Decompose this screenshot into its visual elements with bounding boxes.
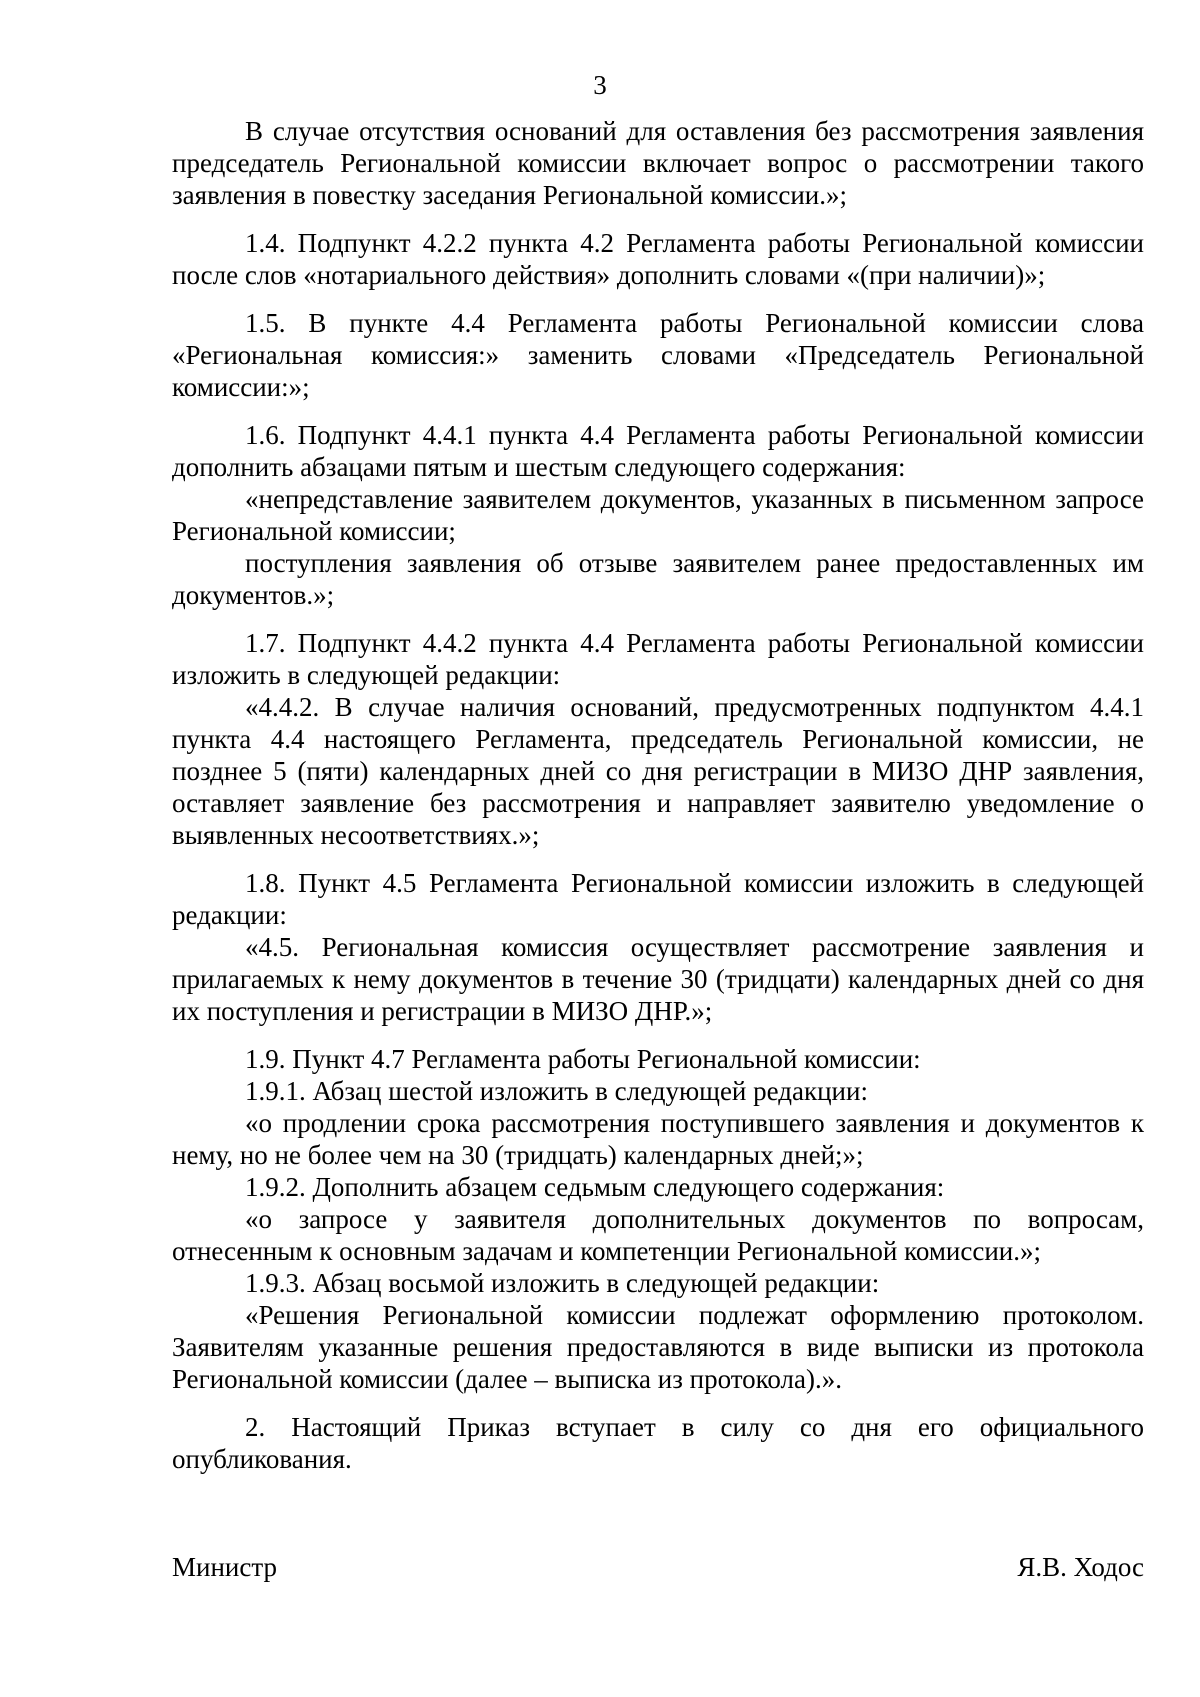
paragraph-intro: В случае отсутствия оснований для оставления без рассмотрения заявления председатель Региональной комиссии включает вопрос о рассмотрении такого заявления в повестку заседания Региональной комиссии.»; [172, 116, 1144, 210]
paragraph-1-9: 1.9. Пункт 4.7 Регламента работы Региональной комиссии: [245, 1044, 921, 1074]
paragraph-1-4: 1.4. Подпункт 4.2.2 пункта 4.2 Регламента работы Региональной комиссии после слов «нотариального действия» дополнить словами «(при наличии)»; [172, 228, 1144, 290]
paragraph-1-9-2: 1.9.2. Дополнить абзацем седьмым следующего содержания: [245, 1172, 945, 1202]
page-number: 3 [593, 70, 607, 100]
signatory-role: Министр [172, 1552, 277, 1582]
signatory-name: Я.В. Ходос [1017, 1552, 1144, 1582]
paragraph-1-6-quote-b: поступления заявления об отзыве заявителем ранее предоставленных им документов.»; [172, 548, 1144, 610]
paragraph-1-9-1-quote: «о продлении срока рассмотрения поступившего заявления и документов к нему, но не более чем на 30 (тридцать) календарных дней;»; [172, 1108, 1144, 1170]
paragraph-1-6: 1.6. Подпункт 4.4.1 пункта 4.4 Регламента работы Региональной комиссии дополнить абзацами пятым и шестым следующего содержания: [172, 420, 1144, 482]
paragraph-1-9-3-quote: «Решения Региональной комиссии подлежат оформлению протоколом. Заявителям указанные решения предоставляются в виде выписки из протокола Региональной комиссии (далее – выписка из протокола).». [172, 1300, 1144, 1394]
paragraph-1-6-quote-a: «непредставление заявителем документов, указанных в письменном запросе Региональной комиссии; [172, 484, 1144, 546]
paragraph-1-8: 1.8. Пункт 4.5 Регламента Региональной комиссии изложить в следующей редакции: [172, 868, 1144, 930]
paragraph-2: 2. Настоящий Приказ вступает в силу со дня его официального опубликования. [172, 1412, 1144, 1474]
signature-block [172, 1551, 1144, 1587]
paragraph-1-9-2-quote: «о запросе у заявителя дополнительных документов по вопросам, отнесенным к основным задачам и компетенции Региональной комиссии.»; [172, 1204, 1144, 1266]
document-body [172, 115, 1144, 1475]
paragraph-1-5: 1.5. В пункте 4.4 Регламента работы Региональной комиссии слова «Региональная комиссия:» заменить словами «Председатель Региональной комиссии:»; [172, 308, 1144, 402]
paragraph-1-8-quote: «4.5. Региональная комиссия осуществляет рассмотрение заявления и прилагаемых к нему документов в течение 30 (тридцати) календарных дней со дня их поступления и регистрации в МИЗО ДНР.»; [172, 932, 1144, 1026]
paragraph-1-9-1: 1.9.1. Абзац шестой изложить в следующей редакции: [245, 1076, 868, 1106]
paragraph-1-9-3: 1.9.3. Абзац восьмой изложить в следующей редакции: [245, 1268, 880, 1298]
paragraph-1-7: 1.7. Подпункт 4.4.2 пункта 4.4 Регламента работы Региональной комиссии изложить в следующей редакции: [172, 628, 1144, 690]
paragraph-1-7-quote: «4.4.2. В случае наличия оснований, предусмотренных подпунктом 4.4.1 пункта 4.4 настоящего Регламента, председатель Региональной комиссии, не позднее 5 (пяти) календарных дней со дня регистрации в МИЗО ДНР заявления, оставляет заявление без рассмотрения и направляет заявителю уведомление о выявленных несоответствиях.»; [172, 692, 1144, 850]
